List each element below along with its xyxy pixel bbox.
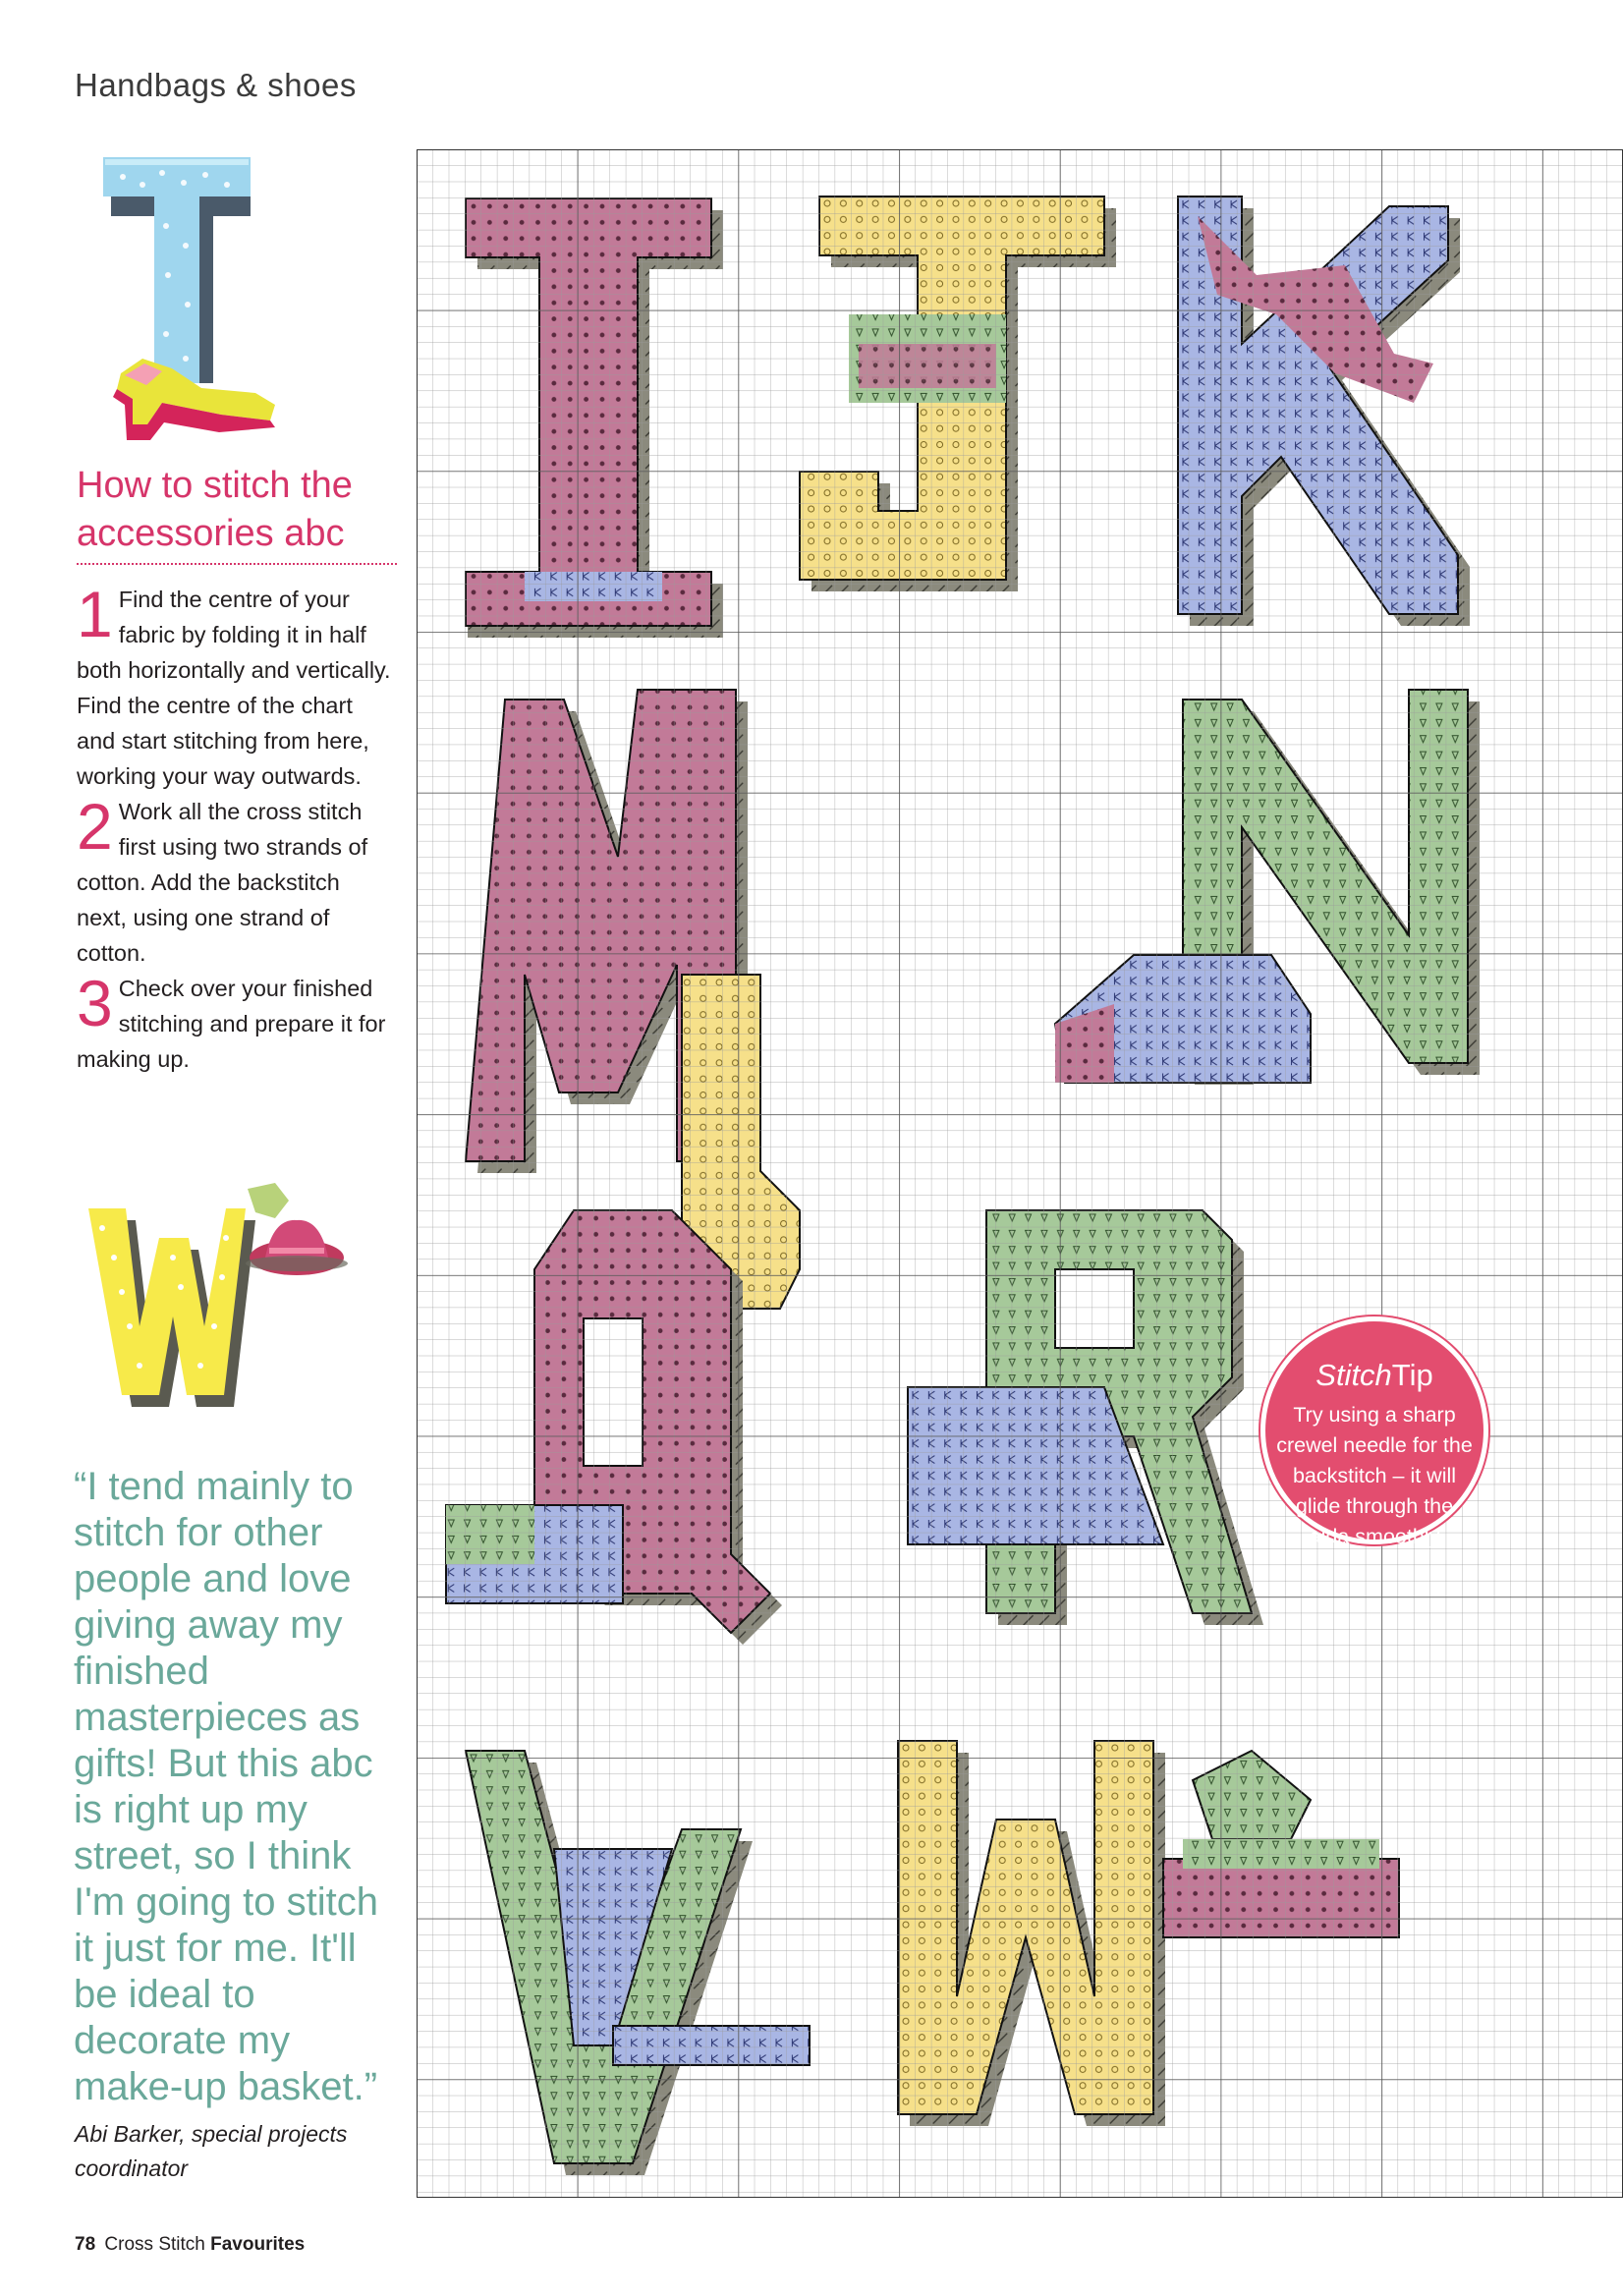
magazine-name-regular: Cross Stitch: [104, 2234, 205, 2255]
tip-title: [1265, 1359, 1483, 1392]
tip-body: Try using a sharp crewel needle for the backstitch – it will glide through the aida smoothly: [1276, 1403, 1473, 1548]
cross-stitch-chart: [417, 149, 1623, 2198]
page-number: 78: [75, 2234, 96, 2255]
heading-divider: [77, 563, 397, 565]
decorative-letter-w-icon: [79, 1179, 373, 1425]
step-text: Check over your finished stitching and prepare it for making up.: [77, 976, 386, 1072]
magazine-name-bold: Favourites: [210, 2234, 306, 2255]
instruction-steps: [77, 578, 391, 1077]
step-1: [77, 578, 391, 794]
section-title: Handbags & shoes: [75, 67, 357, 103]
quote-credit: Abi Barker, special projects coordinator: [75, 2121, 348, 2181]
step-3: [77, 967, 391, 1077]
step-text: Work all the cross stitch first using two strands of cotton. Add the backstitch next, using one strand of cotton.: [77, 799, 368, 966]
decorative-letter-t-icon: [103, 157, 300, 442]
tip-title-italic: Stitch: [1315, 1358, 1392, 1392]
instructions-heading: How to stitch the accessories abc: [77, 465, 353, 554]
step-number: 3: [77, 967, 113, 1039]
step-2: [77, 790, 391, 971]
step-number: 1: [77, 578, 113, 650]
page-footer: [75, 2234, 305, 2256]
step-text: Find the centre of your fabric by folding it in half both horizontally and vertically. Find the centre of the chart and start stitching from here, working your way outwards.: [77, 587, 391, 789]
pull-quote: “I tend mainly to stitch for other people and love giving away my finished masterpieces as gifts! But this abc is right up my street, so I think I'm going to stitch it just for me. It'll be ideal to decorate my make-up basket.”: [74, 1465, 378, 2108]
magazine-name: [104, 2234, 305, 2255]
step-number: 2: [77, 790, 113, 863]
tip-title-bold: Tip: [1391, 1358, 1433, 1392]
stitch-tip-badge: [1265, 1321, 1483, 1548]
